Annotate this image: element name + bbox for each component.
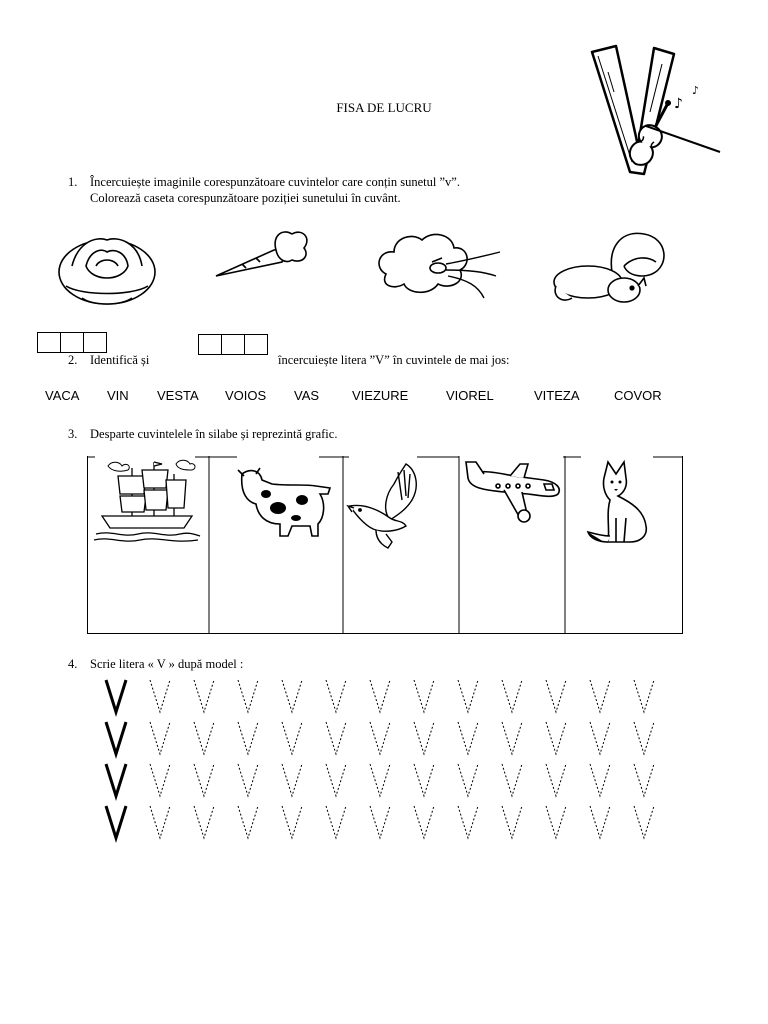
- sailing-ship-icon[interactable]: [92, 458, 204, 544]
- trace-letter-v[interactable]: [546, 806, 566, 838]
- squirrel-icon[interactable]: [548, 226, 674, 312]
- position-box[interactable]: [38, 333, 61, 352]
- question-1: [68, 174, 460, 190]
- trace-letter-v[interactable]: [326, 764, 346, 796]
- question-2-text-b: încercuiește litera ”V” în cuvintele de mai jos:: [278, 353, 510, 367]
- trace-letter-v[interactable]: [370, 764, 390, 796]
- word-item[interactable]: VIOREL: [446, 388, 494, 403]
- trace-letter-v[interactable]: [370, 722, 390, 754]
- trace-letter-v[interactable]: [150, 806, 170, 838]
- svg-text:♪: ♪: [692, 84, 700, 97]
- trace-letter-v[interactable]: [150, 764, 170, 796]
- trace-letter-v[interactable]: [458, 722, 478, 754]
- trace-letter-v[interactable]: [634, 764, 654, 796]
- trace-letter-v[interactable]: [238, 722, 258, 754]
- trace-letter-v[interactable]: [194, 722, 214, 754]
- trace-letter-v[interactable]: [634, 806, 654, 838]
- trace-letter-v[interactable]: [634, 722, 654, 754]
- question-number: 1.: [68, 175, 78, 189]
- trace-letter-v[interactable]: [194, 764, 214, 796]
- position-box[interactable]: [84, 333, 106, 352]
- trace-letter-v[interactable]: [458, 764, 478, 796]
- model-letter-v: [106, 764, 126, 796]
- model-letter-v: [106, 806, 126, 838]
- trace-letter-v[interactable]: [150, 722, 170, 754]
- trace-letter-v[interactable]: [326, 680, 346, 712]
- sound-position-boxes[interactable]: [37, 332, 107, 353]
- trace-letter-v[interactable]: [458, 680, 478, 712]
- question-number: 4.: [68, 657, 78, 671]
- word-item[interactable]: VOIOS: [225, 388, 267, 403]
- carrot-icon[interactable]: [212, 226, 312, 282]
- trace-letter-v[interactable]: [546, 764, 566, 796]
- trace-letter-v[interactable]: [502, 722, 522, 754]
- word-item[interactable]: VESTA: [157, 388, 199, 403]
- trace-letter-v[interactable]: [370, 806, 390, 838]
- trace-letter-v[interactable]: [238, 806, 258, 838]
- question-2-text-a: Identifică și: [90, 353, 150, 367]
- trace-letter-v[interactable]: [370, 680, 390, 712]
- trace-letter-v[interactable]: [282, 806, 302, 838]
- question-1-line-1: Încercuiește imaginile corespunzătoare cuvintelor care conțin sunetul ”v”.: [90, 175, 460, 189]
- trace-letter-v[interactable]: [414, 806, 434, 838]
- position-box[interactable]: [245, 335, 267, 354]
- model-letter-v: [106, 722, 126, 754]
- word-item[interactable]: VAS: [294, 388, 320, 403]
- question-4: [68, 656, 243, 672]
- question-number: 3.: [68, 427, 78, 441]
- trace-letter-v[interactable]: [502, 764, 522, 796]
- word-item[interactable]: VACA: [45, 388, 80, 403]
- position-box[interactable]: [199, 335, 222, 354]
- trace-letter-v[interactable]: [194, 806, 214, 838]
- question-1-line-2: Colorează caseta corespunzătoare poziției sunetului în cuvânt.: [90, 191, 401, 205]
- trace-letter-v[interactable]: [590, 764, 610, 796]
- trace-letter-v[interactable]: [414, 722, 434, 754]
- question-3: [68, 426, 337, 442]
- trace-letter-v[interactable]: [282, 680, 302, 712]
- trace-letter-v[interactable]: [590, 680, 610, 712]
- trace-letter-v[interactable]: [590, 806, 610, 838]
- fox-icon[interactable]: [586, 458, 662, 546]
- page-title: FISA DE LUCRU: [336, 100, 432, 115]
- trace-letter-v[interactable]: [546, 722, 566, 754]
- trace-letter-v[interactable]: [590, 722, 610, 754]
- trace-letter-v[interactable]: [414, 680, 434, 712]
- trace-letter-v[interactable]: [238, 764, 258, 796]
- word-item[interactable]: VIEZURE: [352, 388, 409, 403]
- trace-letter-v[interactable]: [502, 680, 522, 712]
- cabbage-icon[interactable]: [52, 226, 162, 312]
- question-number: 2.: [68, 353, 78, 367]
- word-item[interactable]: VITEZA: [534, 388, 580, 403]
- question-3-text: Desparte cuvintelele în silabe și reprezintă grafic.: [90, 427, 338, 441]
- svg-text:♪: ♪: [674, 96, 683, 112]
- word-item[interactable]: VIN: [107, 388, 129, 403]
- word-item[interactable]: COVOR: [614, 388, 662, 403]
- model-letter-v: [106, 680, 126, 712]
- position-box[interactable]: [61, 333, 84, 352]
- trace-letter-v[interactable]: [546, 680, 566, 712]
- question-2: [68, 352, 149, 368]
- question-4-text: Scrie litera « V » după model :: [90, 657, 244, 671]
- letter-tracing-area[interactable]: [96, 676, 676, 844]
- sound-position-boxes[interactable]: [198, 334, 268, 355]
- trace-letter-v[interactable]: [326, 806, 346, 838]
- cow-icon[interactable]: [232, 464, 336, 544]
- trace-letter-v[interactable]: [458, 806, 478, 838]
- trace-letter-v[interactable]: [194, 680, 214, 712]
- wind-cloud-icon[interactable]: [372, 228, 504, 304]
- dove-icon[interactable]: [346, 460, 432, 552]
- trace-letter-v[interactable]: [634, 680, 654, 712]
- trace-letter-v[interactable]: [326, 722, 346, 754]
- trace-letter-v[interactable]: [502, 806, 522, 838]
- position-box[interactable]: [222, 335, 245, 354]
- trace-letter-v[interactable]: [282, 764, 302, 796]
- trace-letter-v[interactable]: [414, 764, 434, 796]
- trace-letter-v[interactable]: [238, 680, 258, 712]
- trace-letter-v[interactable]: [150, 680, 170, 712]
- airplane-icon[interactable]: [464, 458, 564, 524]
- trace-letter-v[interactable]: [282, 722, 302, 754]
